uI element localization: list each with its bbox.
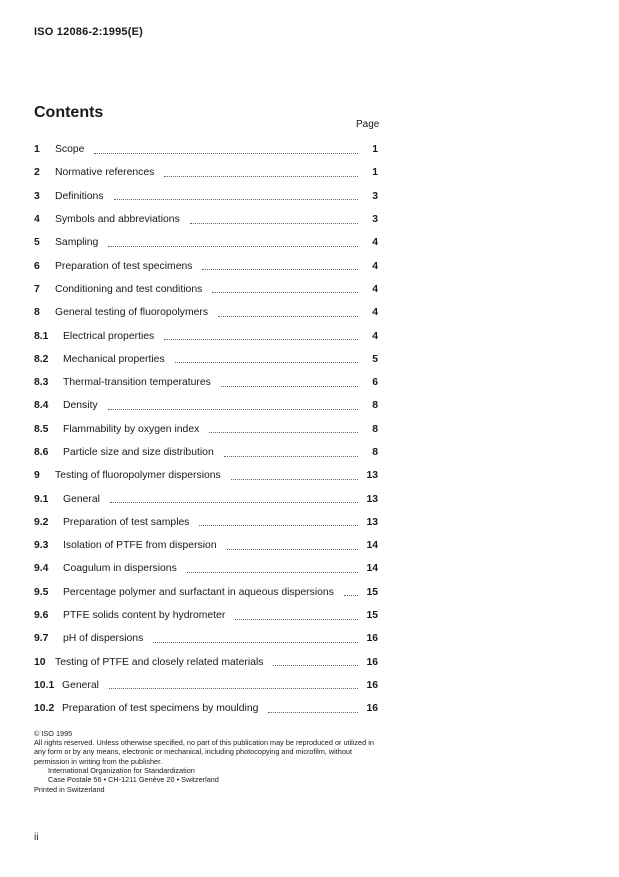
- toc-entry: [34, 627, 378, 650]
- toc-entry-page: 4: [372, 283, 378, 295]
- toc-entry-title: Preparation of test specimens by moulding: [62, 703, 259, 715]
- organization-address: Case Postale 56 • CH-1211 Genève 20 • Switzerland: [48, 775, 219, 785]
- toc-leader-dots: [231, 478, 358, 480]
- toc-entry-number: 9.4: [34, 563, 49, 575]
- toc-entry-number: 10.2: [34, 703, 55, 715]
- toc-entry-title: Testing of PTFE and closely related materials: [55, 656, 264, 668]
- toc-entry-page: 15: [366, 586, 378, 598]
- toc-entry: [34, 441, 378, 464]
- toc-entry-title: PTFE solids content by hydrometer: [63, 610, 226, 622]
- toc-entry-page: 16: [366, 633, 378, 645]
- toc-leader-dots: [273, 664, 358, 666]
- toc-leader-dots: [109, 687, 358, 689]
- toc-leader-dots: [110, 501, 358, 503]
- toc-entry-page: 4: [372, 260, 378, 272]
- toc-leader-dots: [235, 618, 358, 620]
- toc-leader-dots: [187, 571, 358, 573]
- toc-leader-dots: [209, 431, 358, 433]
- toc-entry-page: 13: [366, 516, 378, 528]
- toc-leader-dots: [108, 245, 358, 247]
- toc-entry: [34, 418, 378, 441]
- toc-entry: [34, 697, 378, 720]
- toc-entry: [34, 464, 378, 487]
- toc-entry-page: 8: [372, 423, 378, 435]
- toc-entry-page: 3: [372, 214, 378, 226]
- page-number: ii: [34, 832, 39, 843]
- toc-entry-title: Flammability by oxygen index: [63, 423, 200, 435]
- toc-entry-page: 16: [366, 679, 378, 691]
- toc-entry-title: Definitions: [55, 190, 104, 202]
- toc-leader-dots: [199, 524, 358, 526]
- toc-entry-title: Mechanical properties: [63, 353, 165, 365]
- toc-entry: [34, 371, 378, 394]
- toc-entry-number: 8: [34, 307, 40, 319]
- toc-leader-dots: [190, 222, 358, 224]
- toc-entry-number: 1: [34, 144, 40, 156]
- standard-id: ISO 12086-2:1995(E): [34, 26, 143, 38]
- toc-entry-title: Preparation of test specimens: [55, 260, 193, 272]
- printed-in: Printed in Switzerland: [34, 785, 105, 795]
- toc-entry-number: 10: [34, 656, 46, 668]
- toc-entry: [34, 557, 378, 580]
- toc-entry-number: 9.2: [34, 516, 49, 528]
- table-of-contents: [34, 138, 378, 720]
- toc-leader-dots: [153, 641, 358, 643]
- toc-entry-page: 3: [372, 190, 378, 202]
- toc-entry: [34, 301, 378, 324]
- toc-leader-dots: [94, 152, 358, 154]
- toc-leader-dots: [344, 594, 358, 596]
- toc-entry-title: pH of dispersions: [63, 633, 144, 645]
- toc-leader-dots: [224, 455, 358, 457]
- toc-entry-title: Electrical properties: [63, 330, 155, 342]
- toc-entry-number: 9.3: [34, 540, 49, 552]
- toc-entry-number: 6: [34, 260, 40, 272]
- toc-entry-page: 13: [366, 470, 378, 482]
- toc-entry-title: Normative references: [55, 167, 155, 179]
- toc-entry-title: General testing of fluoropolymers: [55, 307, 209, 319]
- toc-entry: [34, 231, 378, 254]
- toc-entry-number: 7: [34, 283, 40, 295]
- toc-entry-page: 15: [366, 610, 378, 622]
- toc-entry: [34, 208, 378, 231]
- toc-leader-dots: [221, 385, 358, 387]
- toc-entry: [34, 254, 378, 277]
- toc-entry-number: 9.7: [34, 633, 49, 645]
- organization-name: International Organization for Standardization: [48, 765, 195, 775]
- toc-leader-dots: [164, 175, 358, 177]
- toc-entry-title: Thermal-transition temperatures: [63, 377, 211, 389]
- copyright-block: [34, 729, 384, 794]
- toc-entry: [34, 511, 378, 534]
- toc-entry-title: Conditioning and test conditions: [55, 283, 203, 295]
- toc-entry-page: 4: [372, 330, 378, 342]
- toc-entry-page: 5: [372, 353, 378, 365]
- toc-entry-page: 4: [372, 237, 378, 249]
- toc-entry-number: 9.5: [34, 586, 49, 598]
- toc-leader-dots: [114, 198, 358, 200]
- toc-entry-page: 1: [372, 144, 378, 156]
- toc-leader-dots: [268, 711, 358, 713]
- toc-entry: [34, 161, 378, 184]
- page-column-label: Page: [356, 119, 380, 130]
- toc-entry-page: 4: [372, 307, 378, 319]
- toc-leader-dots: [212, 291, 358, 293]
- toc-entry: [34, 487, 378, 510]
- toc-entry: [34, 581, 378, 604]
- toc-entry-page: 16: [366, 703, 378, 715]
- copyright-line: © ISO 1995: [34, 729, 73, 738]
- toc-entry-title: General: [63, 493, 100, 505]
- toc-entry-page: 16: [366, 656, 378, 668]
- toc-leader-dots: [108, 408, 358, 410]
- toc-leader-dots: [202, 268, 358, 270]
- toc-entry: [34, 185, 378, 208]
- toc-entry-page: 6: [372, 377, 378, 389]
- toc-entry-number: 9.1: [34, 493, 49, 505]
- toc-entry-number: 8.6: [34, 447, 49, 458]
- toc-entry: [34, 651, 378, 674]
- toc-entry-title: General: [62, 679, 99, 691]
- toc-entry-number: 10.1: [34, 679, 55, 691]
- toc-entry-number: 8.2: [34, 353, 49, 365]
- toc-entry-title: Preparation of test samples: [63, 516, 190, 528]
- toc-entry: [34, 348, 378, 371]
- toc-entry-title: Isolation of PTFE from dispersion: [63, 540, 217, 552]
- toc-entry-title: Coagulum in dispersions: [63, 563, 177, 575]
- toc-entry-number: 8.5: [34, 423, 49, 435]
- toc-entry-title: Particle size and size distribution: [63, 447, 214, 458]
- toc-entry-number: 9: [34, 470, 40, 482]
- toc-entry-number: 8.3: [34, 377, 49, 389]
- toc-entry-title: Sampling: [55, 237, 99, 249]
- toc-entry: [34, 394, 378, 417]
- toc-entry-number: 5: [34, 237, 40, 249]
- toc-entry-title: Density: [63, 400, 98, 412]
- toc-entry-page: 1: [372, 167, 378, 179]
- toc-entry-title: Percentage polymer and surfactant in aqueous dispersions: [63, 586, 334, 598]
- toc-entry-number: 4: [34, 214, 40, 226]
- toc-entry: [34, 674, 378, 697]
- toc-entry-page: 14: [366, 563, 378, 575]
- toc-entry-page: 8: [372, 400, 378, 412]
- toc-entry-title: Scope: [55, 144, 85, 156]
- toc-leader-dots: [164, 338, 358, 340]
- toc-entry-number: 3: [34, 190, 40, 202]
- toc-entry: [34, 278, 378, 301]
- toc-entry-page: 14: [366, 540, 378, 552]
- toc-entry-number: 8.4: [34, 400, 49, 412]
- toc-entry: [34, 324, 378, 347]
- toc-leader-dots: [218, 315, 358, 317]
- toc-entry-number: 2: [34, 167, 40, 179]
- toc-entry-number: 9.6: [34, 610, 49, 622]
- toc-entry: [34, 604, 378, 627]
- toc-entry-title: Symbols and abbreviations: [55, 214, 180, 226]
- page-title: Contents: [34, 104, 104, 121]
- toc-entry: [34, 138, 378, 161]
- rights-statement: All rights reserved. Unless otherwise specified, no part of this publication may be reproduced or utilized in any form or by any means, electronic or mechanical, including photocopying and microfilm, without permission in writing from the publisher.: [34, 738, 374, 766]
- toc-entry-number: 8.1: [34, 330, 49, 342]
- toc-entry-page: 8: [372, 447, 378, 458]
- toc-entry-title: Testing of fluoropolymer dispersions: [55, 470, 221, 482]
- toc-leader-dots: [175, 361, 358, 363]
- toc-leader-dots: [227, 548, 358, 550]
- toc-entry-page: 13: [366, 493, 378, 505]
- toc-entry: [34, 534, 378, 557]
